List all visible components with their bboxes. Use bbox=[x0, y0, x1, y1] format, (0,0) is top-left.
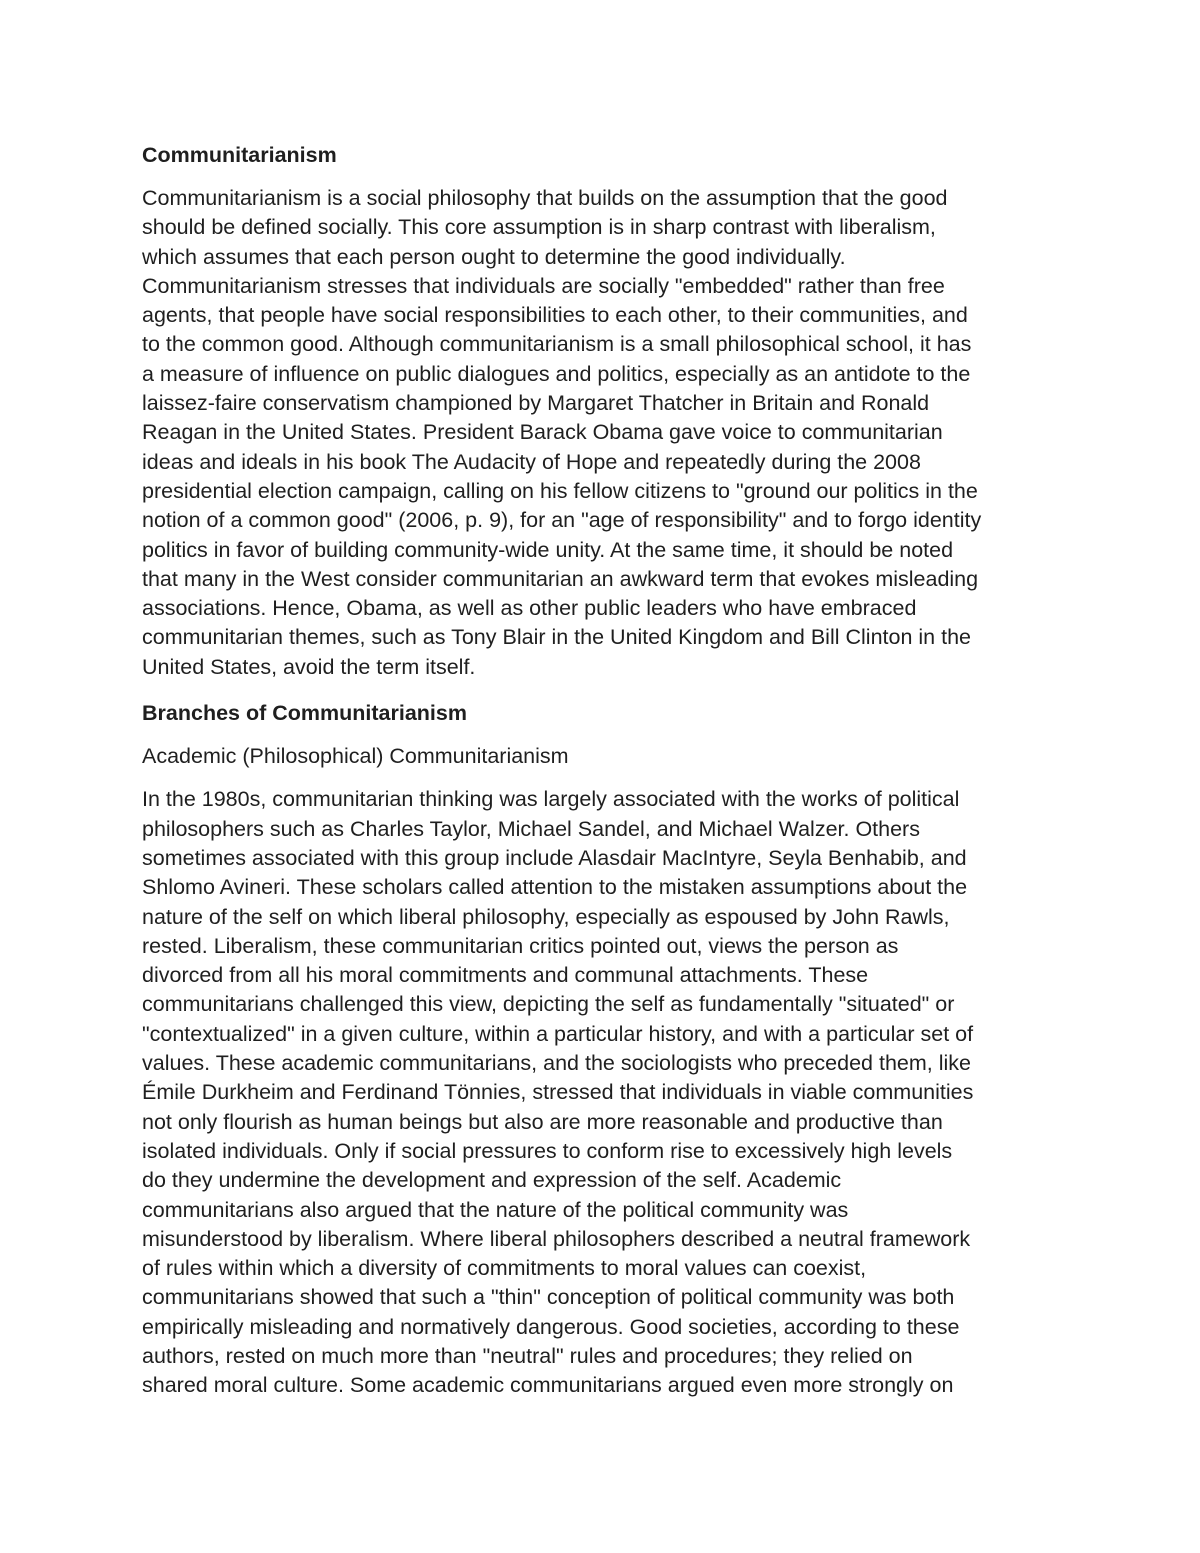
spacer bbox=[142, 771, 1072, 785]
intro-paragraph: Communitarianism is a social philosophy that builds on the assumption that the good should be defined socially. This core assumption is in sharp contrast with liberalism, which assumes that each person ought to determine the good individually. Communitarianism stresses that individuals are socially "embedded" rather than free agents, that people have social responsibilities to each other, to their communities, and to the common good. Although communitarianism is a small philosophical school, it has a measure of influence on public dialogues and politics, especially as an antidote to the laissez-faire conservatism championed by Margaret Thatcher in Britain and Ronald Reagan in the United States. President Barack Obama gave voice to communitarian ideas and ideals in his book The Audacity of Hope and repeatedly during the 2008 presidential election campaign, calling on his fellow citizens to "ground our politics in the notion of a common good" (2006, p. 9), for an "age of responsibility" and to forgo identity politics in favor of building community-wide unity. At the same time, it should be noted that many in the West consider communitarian an awkward term that evokes misleading associations. Hence, Obama, as well as other public leaders who have embraced communitarian themes, such as Tony Blair in the United Kingdom and Bill Clinton in the United States, avoid the term itself. bbox=[142, 186, 982, 679]
document-page bbox=[142, 138, 1072, 1401]
document-title: Communitarianism bbox=[142, 143, 337, 167]
academic-paragraph: In the 1980s, communitarian thinking was largely associated with the works of political philosophers such as Charles Taylor, Michael Sandel, and Michael Walzer. Others sometimes associated with this group include Alasdair MacIntyre, Seyla Benhabib, and Shlomo Avineri. These scholars called attention to the mistaken assumptions about the nature of the self on which liberal philosophy, especially as espoused by John Rawls, rested. Liberalism, these communitarian critics pointed out, views the person as divorced from all his moral commitments and communal attachments. These communitarians challenged this view, depicting the self as fundamentally "situated" or "contextualized" in a given culture, within a particular history, and with a particular set of values. These academic communitarians, and the sociologists who preceded them, like Émile Durkheim and Ferdinand Tönnies, stressed that individuals in viable communities not only flourish as human beings but also are more reasonable and productive than isolated individuals. Only if social pressures to conform rise to excessively high levels do they undermine the development and expression of the self. Academic communitarians also argued that the nature of the political community was misunderstood by liberalism. Where liberal philosophers described a neutral framework of rules within which a diversity of commitments to moral values can coexist, communitarians showed that such a "thin" conception of political community was both empirically misleading and normatively dangerous. Good societies, according to these authors, rested on much more than "neutral" rules and procedures; they relied on shared moral culture. Some academic communitarians argued even more strongly on bbox=[142, 787, 974, 1398]
subsection-heading: Academic (Philosophical) Communitarianism bbox=[142, 744, 569, 769]
spacer bbox=[142, 682, 1072, 696]
spacer bbox=[142, 172, 1072, 184]
section-heading: Branches of Communitarianism bbox=[142, 701, 467, 726]
spacer bbox=[142, 730, 1072, 742]
